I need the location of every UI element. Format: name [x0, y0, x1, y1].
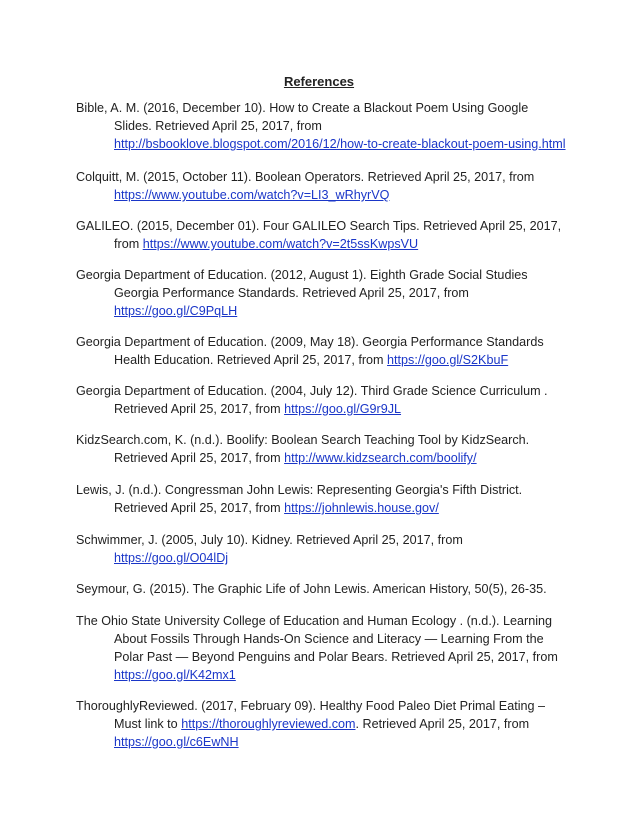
reference-text: Slides. Retrieved April 25, 2017, from: [114, 119, 322, 133]
reference-text: ThoroughlyReviewed. (2017, February 09). Healthy Food Paleo Diet Primal Eating –: [76, 699, 546, 713]
reference-text: Retrieved April 25, 2017, from: [114, 501, 285, 515]
reference-text: The Ohio State University College of Education and Human Ecology . (n.d.). Learning: [76, 614, 553, 628]
reference-entry: [76, 431, 576, 467]
reference-entry: [76, 266, 576, 320]
reference-link[interactable]: https://goo.gl/G9r9JL: [284, 402, 402, 416]
reference-link[interactable]: https://johnlewis.house.gov/: [284, 501, 439, 515]
reference-text: Schwimmer, J. (2005, July 10). Kidney. Retrieved April 25, 2017, from: [76, 533, 463, 547]
reference-entry: [76, 168, 576, 204]
reference-text: GALILEO. (2015, December 01). Four GALILEO Search Tips. Retrieved April 25, 2017,: [76, 219, 562, 233]
reference-text: Seymour, G. (2015). The Graphic Life of John Lewis. American History, 50(5), 26-35.: [76, 582, 547, 596]
reference-text: Polar Past — Beyond Penguins and Polar Bears. Retrieved April 25, 2017, from: [114, 650, 558, 664]
reference-link[interactable]: https://goo.gl/S2KbuF: [387, 353, 509, 367]
reference-text: from: [114, 237, 143, 251]
reference-text: Health Education. Retrieved April 25, 2017, from: [114, 353, 388, 367]
reference-text: Georgia Performance Standards. Retrieved April 25, 2017, from: [114, 286, 469, 300]
reference-text: Retrieved April 25, 2017, from: [114, 451, 285, 465]
reference-text: About Fossils Through Hands-On Science and Literacy — Learning From the: [114, 632, 544, 646]
reference-entry: [76, 382, 576, 418]
reference-text: Colquitt, M. (2015, October 11). Boolean Operators. Retrieved April 25, 2017, from: [76, 170, 535, 184]
reference-text: Bible, A. M. (2016, December 10). How to Create a Blackout Poem Using Google: [76, 101, 529, 115]
reference-link[interactable]: https://goo.gl/O04lDj: [114, 551, 229, 565]
reference-text: Georgia Department of Education. (2009, May 18). Georgia Performance Standards: [76, 335, 544, 349]
reference-entry: [76, 612, 576, 684]
reference-text: Retrieved April 25, 2017, from: [114, 402, 285, 416]
reference-entry: [76, 217, 576, 253]
reference-entry: [76, 531, 576, 567]
reference-link[interactable]: https://goo.gl/K42mx1: [114, 668, 236, 682]
reference-link[interactable]: https://goo.gl/c6EwNH: [114, 735, 239, 749]
reference-text: Georgia Department of Education. (2012, August 1). Eighth Grade Social Studies: [76, 268, 528, 282]
reference-text: . Retrieved April 25, 2017, from: [355, 717, 530, 731]
reference-link[interactable]: https://www.youtube.com/watch?v=LI3_wRhyrVQ: [114, 188, 390, 202]
reference-entry: [76, 697, 576, 751]
reference-link[interactable]: https://goo.gl/C9PqLH: [114, 304, 238, 318]
reference-link[interactable]: https://thoroughlyreviewed.com: [181, 717, 356, 731]
reference-link[interactable]: http://bsbooklove.blogspot.com/2016/12/how-to-create-blackout-poem-using.html: [114, 137, 566, 151]
reference-text: KidzSearch.com, K. (n.d.). Boolify: Boolean Search Teaching Tool by KidzSearch.: [76, 433, 530, 447]
reference-link[interactable]: http://www.kidzsearch.com/boolify/: [284, 451, 477, 465]
reference-entry: [76, 481, 576, 517]
page-title: References: [283, 74, 355, 89]
reference-text: Must link to: [114, 717, 182, 731]
reference-text: Lewis, J. (n.d.). Congressman John Lewis: Representing Georgia's Fifth District.: [76, 483, 523, 497]
reference-entry: [76, 99, 576, 153]
reference-entry: [76, 333, 576, 369]
reference-entry: [76, 580, 576, 598]
reference-link[interactable]: https://www.youtube.com/watch?v=2t5ssKwpsVU: [142, 237, 419, 251]
reference-text: Georgia Department of Education. (2004, July 12). Third Grade Science Curriculum .: [76, 384, 548, 398]
